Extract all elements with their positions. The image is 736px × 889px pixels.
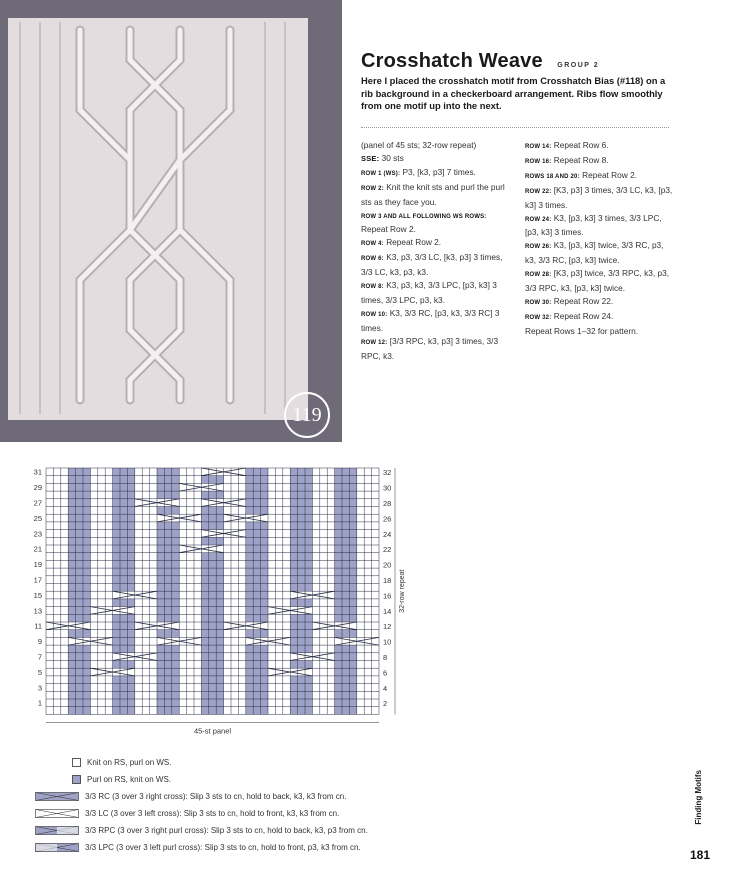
instruction-row xyxy=(525,239,673,267)
row-label: ROW 10: xyxy=(361,311,388,318)
instruction-row xyxy=(525,154,673,169)
group-label: GROUP 2 xyxy=(557,62,600,69)
swatch-photo xyxy=(0,0,342,442)
row-number-right: 2 xyxy=(383,699,388,709)
legend-row xyxy=(60,771,368,788)
legend-row xyxy=(35,822,368,839)
intro-text: Here I placed the crosshatch motif from Crosshatch Bias (#118) on a rib background in a checkerboard arrangement. Ribs flow smoothly from one motif up into the next. xyxy=(361,75,666,111)
row-text: Knit the knit sts and purl the purl sts as they face you. xyxy=(361,181,505,207)
row-number-left: 3 xyxy=(37,683,42,693)
instruction-row xyxy=(361,279,513,307)
row-number-right: 32 xyxy=(383,468,392,478)
row-text: Repeat Row 22. xyxy=(553,295,614,306)
row-text: Repeat Rows 1–32 for pattern. xyxy=(525,325,638,336)
row-number-left: 31 xyxy=(33,467,42,477)
instruction-row xyxy=(361,335,513,363)
sse-value: 30 sts xyxy=(381,152,404,163)
sse-line xyxy=(361,152,513,166)
row-number-left: 15 xyxy=(33,590,42,600)
instruction-row xyxy=(361,251,513,279)
row-text: K3, p3, 3/3 LC, [k3, p3] 3 times, 3/3 LC, k3, p3, k3. xyxy=(361,252,503,278)
row-number-left: 17 xyxy=(33,575,42,585)
row-text: Repeat Row 6. xyxy=(553,140,609,150)
legend-text: Purl on RS, knit on WS. xyxy=(87,775,172,784)
row-label: ROWS 18 AND 20: xyxy=(525,173,580,180)
row-number-left: 25 xyxy=(33,513,42,523)
instruction-row xyxy=(525,184,673,212)
row-number-left: 5 xyxy=(37,667,42,677)
row-label: ROW 12: xyxy=(361,339,388,346)
row-text: Repeat Row 2. xyxy=(582,169,637,180)
row-number-right: 8 xyxy=(383,653,388,662)
instruction-row xyxy=(361,166,513,181)
panel-info: (panel of 45 sts; 32-row repeat) xyxy=(361,140,477,150)
legend-text: 3/3 LPC (3 over 3 left purl cross): Slip 3 sts to cn, hold to front, p3, k3 from cn. xyxy=(85,843,361,852)
legend-row xyxy=(35,805,368,822)
row-number-left: 11 xyxy=(34,621,42,631)
row-number-right: 16 xyxy=(383,591,392,601)
repeat-label: 32-row repeat xyxy=(399,569,406,613)
title-row xyxy=(361,50,599,73)
row-text: [K3, p3] 3 times, 3/3 LC, k3, [p3, k3] 3 times. xyxy=(525,184,673,210)
chart-legend xyxy=(60,754,368,856)
instruction-row xyxy=(361,181,513,209)
knit-swatch-icon xyxy=(72,758,81,767)
instruction-row xyxy=(361,307,513,335)
row-number-left: 29 xyxy=(33,483,42,493)
row-number-right: 22 xyxy=(383,545,392,555)
row-text: Repeat Row 24. xyxy=(553,310,614,321)
row-number-left: 13 xyxy=(33,606,42,616)
instruction-row xyxy=(525,212,673,240)
row-text: Repeat Row 2. xyxy=(361,224,416,235)
divider xyxy=(361,127,669,128)
row-text: [K3, p3] twice, 3/3 RPC, k3, p3, 3/3 RPC, k3, [p3, k3] twice. xyxy=(525,268,670,294)
row-number-right: 28 xyxy=(383,499,392,508)
instruction-row xyxy=(525,169,673,184)
row-label: ROW 22: xyxy=(525,188,552,195)
row-number-left: 23 xyxy=(33,529,42,539)
row-number-left: 19 xyxy=(33,560,42,570)
legend-row xyxy=(35,788,368,805)
lpc-cable-icon xyxy=(35,843,79,852)
rpc-cable-icon xyxy=(35,826,79,835)
legend-row xyxy=(35,839,368,856)
row-number-left: 9 xyxy=(37,637,42,647)
row-text: Repeat Row 8. xyxy=(553,154,609,165)
legend-text: 3/3 RC (3 over 3 right cross): Slip 3 sts to cn, hold to back, k3, k3 from cn. xyxy=(85,792,347,801)
row-label: ROW 26: xyxy=(525,244,552,251)
row-label: ROW 30: xyxy=(525,299,552,306)
sse-label: SSE: xyxy=(361,153,380,163)
instructions-col-2 xyxy=(525,139,673,338)
row-label: ROW 14: xyxy=(525,144,552,150)
lc-cable-icon xyxy=(35,809,79,818)
row-text: [3/3 RPC, k3, p3] 3 times, 3/3 RPC, k3. xyxy=(361,335,499,361)
row-number-right: 14 xyxy=(383,606,392,616)
instruction-row xyxy=(525,295,673,310)
row-number-right: 4 xyxy=(383,683,388,693)
row-number-left: 1 xyxy=(37,698,42,708)
instruction-row xyxy=(525,325,673,338)
row-number-left: 7 xyxy=(37,652,42,662)
row-label: ROW 32: xyxy=(525,314,552,321)
row-text: P3, [k3, p3] 7 times. xyxy=(402,166,476,177)
row-label: ROW 2: xyxy=(361,185,384,192)
row-text: K3, [p3, k3] twice, 3/3 RC, p3, k3, 3/3 RC, [p3, k3] twice. xyxy=(525,240,664,266)
row-number-left: 21 xyxy=(33,544,42,554)
row-number-right: 12 xyxy=(383,622,392,632)
row-number-right: 26 xyxy=(383,514,392,524)
instruction-row xyxy=(525,310,673,325)
row-label: ROW 16: xyxy=(525,158,552,165)
row-label: ROW 3 AND ALL FOLLOWING WS ROWS: xyxy=(361,213,487,220)
row-list xyxy=(525,139,673,338)
legend-row xyxy=(60,754,368,771)
instruction-row xyxy=(361,209,513,237)
section-label: Finding Motifs xyxy=(694,770,703,825)
legend-text: Knit on RS, purl on WS. xyxy=(87,758,172,767)
row-text: Repeat Row 2. xyxy=(386,237,442,248)
rc-cable-icon xyxy=(35,792,79,801)
row-number-left: 27 xyxy=(33,498,42,508)
row-number-right: 6 xyxy=(383,668,388,678)
row-label: ROW 8: xyxy=(361,284,384,291)
purl-swatch-icon xyxy=(72,775,81,784)
motif-number-badge: 119 xyxy=(284,392,330,438)
page-number: 181 xyxy=(690,848,711,862)
row-label: ROW 4: xyxy=(361,241,384,248)
instruction-row xyxy=(525,139,673,154)
row-list xyxy=(361,166,513,363)
stitch-chart xyxy=(0,460,736,745)
row-label: ROW 28: xyxy=(525,272,552,279)
instruction-row xyxy=(361,236,513,251)
row-text: K3, 3/3 RC, [p3, k3, 3/3 RC] 3 times. xyxy=(361,307,500,333)
row-number-right: 20 xyxy=(383,560,392,570)
instructions-col-1 xyxy=(361,139,513,363)
legend-text: 3/3 LC (3 over 3 left cross): Slip 3 sts to cn, hold to front, k3, k3 from cn. xyxy=(85,809,340,818)
row-number-right: 30 xyxy=(383,483,392,493)
legend-text: 3/3 RPC (3 over 3 right purl cross): Slip 3 sts to cn, hold to back, k3, p3 from cn. xyxy=(85,826,368,835)
row-number-right: 18 xyxy=(383,576,392,585)
row-label: ROW 24: xyxy=(525,216,552,223)
row-number-right: 10 xyxy=(383,637,392,647)
row-label: ROW 6: xyxy=(361,256,384,263)
panel-label: 45-st panel xyxy=(193,726,232,736)
instruction-row xyxy=(525,267,673,295)
page-title: Crosshatch Weave xyxy=(361,50,543,72)
row-number-right: 24 xyxy=(383,529,392,539)
row-text: K3, p3, k3, 3/3 LPC, [p3, k3] 3 times, 3/3 LPC, p3, k3. xyxy=(361,280,497,305)
row-text: K3, [p3, k3] 3 times, 3/3 LPC, [p3, k3] 3 times. xyxy=(525,212,662,238)
row-label: ROW 1 (WS): xyxy=(361,170,401,177)
